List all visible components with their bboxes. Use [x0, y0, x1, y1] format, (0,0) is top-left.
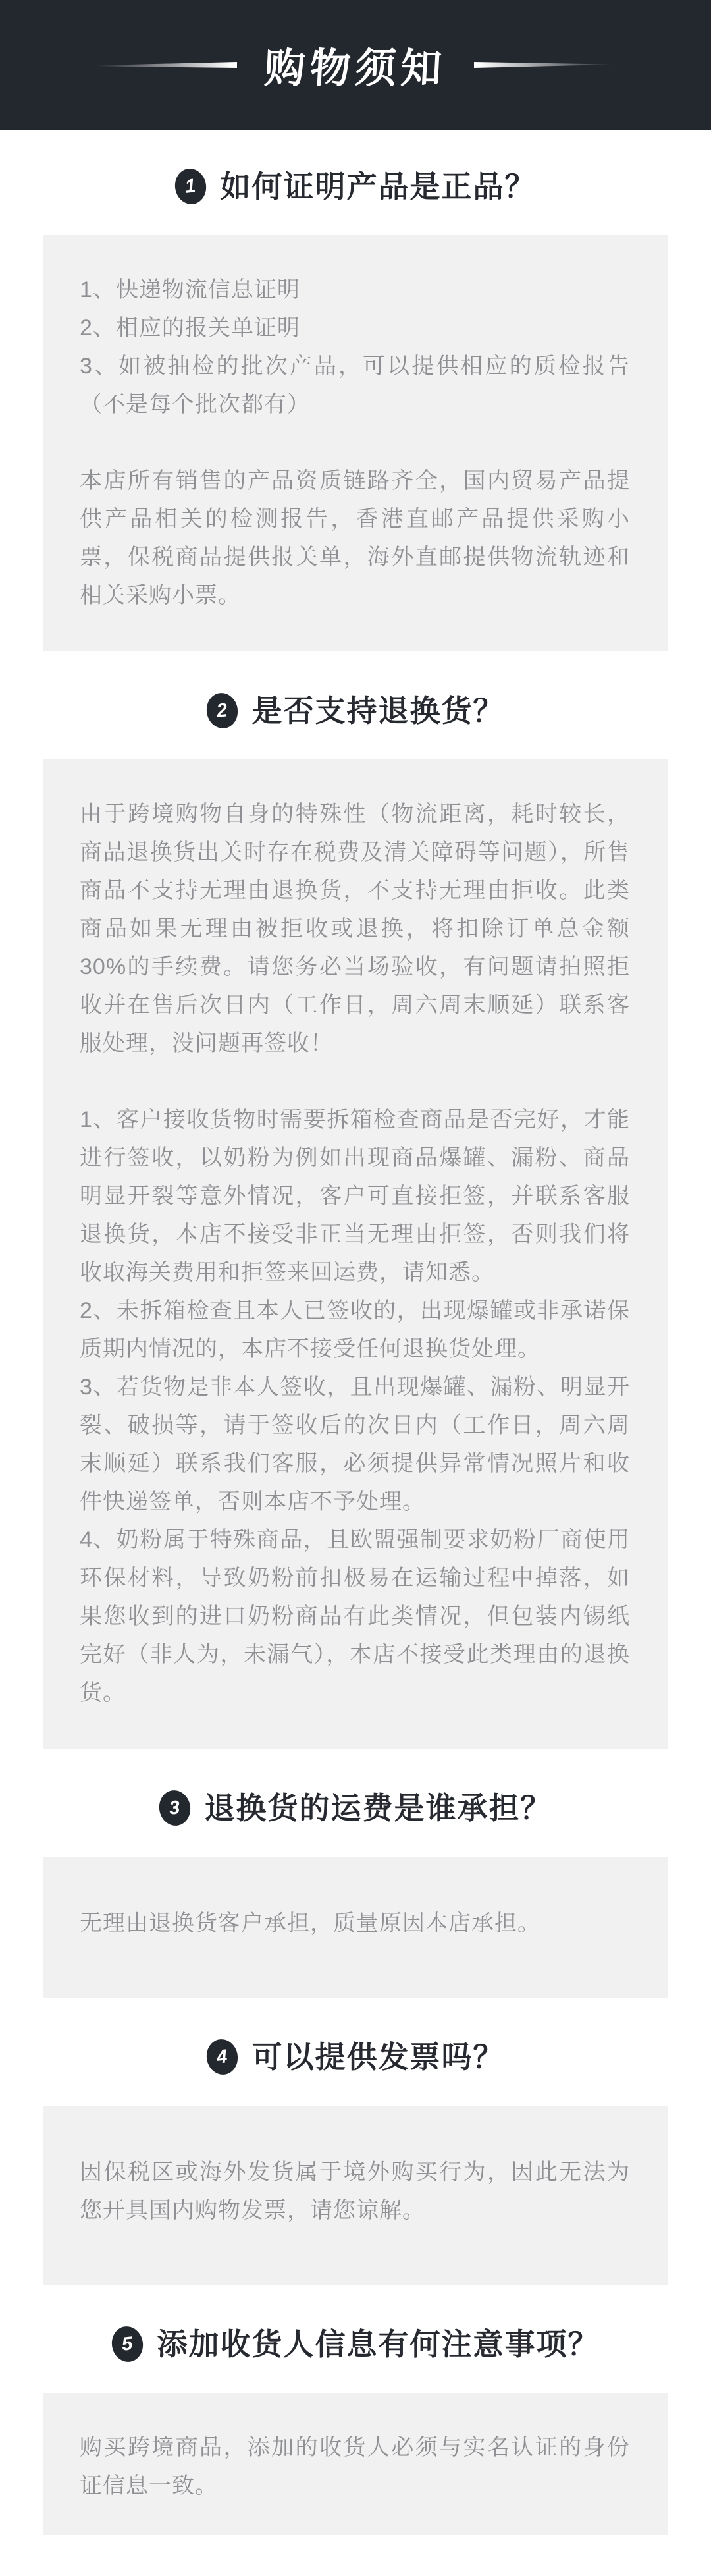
- section-heading-row: [26, 691, 685, 730]
- paragraph-block: [80, 2428, 630, 2505]
- section-returns-policy: [0, 691, 711, 1749]
- badge-number: 3: [168, 1796, 181, 1819]
- proof-list-block: [80, 271, 630, 424]
- rule-item: 1、客户接收货物时需要拆箱检查商品是否完好，才能进行签收，以奶粉为例如出现商品爆罐、漏粉、商品明显开裂等意外情况，客户可直接拒签，并联系客服退换货，本店不接受非正当无理由拒签，否则我们将收取海关费用和拒签来回运费，请知悉。: [80, 1107, 630, 1285]
- section-title: 添加收货人信息有何注意事项？: [157, 2327, 600, 2361]
- number-badge: [109, 2324, 145, 2364]
- header-decor-line-right: [474, 62, 616, 68]
- numbered-rules-block: [80, 1101, 630, 1712]
- page-title: 购物须知: [263, 46, 448, 92]
- section-title: 退换货的运费是谁承担？: [204, 1791, 552, 1825]
- section-title: 如何证明产品是正品？: [220, 169, 537, 204]
- number-badge: [156, 1788, 193, 1828]
- section-authenticity: [0, 167, 711, 651]
- paragraph: 由于跨境购物自身的特殊性（物流距离，耗时较长，商品退换货出关时存在税费及清关障碍等问题），所售商品不支持无理由退换货，不支持无理由拒收。此类商品如果无理由被拒收或退换，将扣除订单总金额30%的手续费。请您务必当场验收，有问题请拍照拒收并在售后次日内（工作日，周六周末顺延）联系客服处理，没问题再签收！: [80, 802, 630, 1056]
- paragraph: 无理由退换货客户承担，质量原因本店承担。: [80, 1911, 540, 1936]
- header-title-row: [95, 36, 616, 94]
- paragraph-block: [80, 2153, 630, 2230]
- number-badge: [172, 166, 209, 206]
- badge-number: 1: [184, 175, 197, 198]
- section-shipping-fee: [0, 1788, 711, 1998]
- paragraph-block: [80, 462, 630, 615]
- rule-item: 3、若货物是非本人签收，且出现爆罐、漏粉、明显开裂、破损等，请于签收后的次日内（工作日，周六周末顺延）联系我们客服，必须提供异常情况照片和收件快递签单，否则本店不予处理。: [80, 1375, 630, 1514]
- section-title: 是否支持退换货？: [251, 694, 505, 728]
- paragraph: 因保税区或海外发货属于境外购买行为，因此无法为您开具国内购物发票，请您谅解。: [80, 2160, 630, 2223]
- answer-card: [43, 2106, 668, 2285]
- paragraph-block: [80, 1904, 630, 1942]
- answer-card: [43, 1857, 668, 1998]
- section-heading-row: [26, 167, 685, 206]
- section-heading-row: [26, 1788, 685, 1828]
- number-badge: [203, 2037, 240, 2077]
- answer-card: [43, 2393, 668, 2535]
- paragraph-block: [80, 795, 630, 1062]
- list-item: 3、如被抽检的批次产品，可以提供相应的质检报告（不是每个批次都有）: [80, 354, 630, 417]
- list-item: 1、快递物流信息证明: [80, 277, 300, 302]
- rule-item: 4、奶粉属于特殊商品，且欧盟强制要求奶粉厂商使用环保材料，导致奶粉前扣极易在运输过程中掉落，如果您收到的进口奶粉商品有此类情况，但包装内锡纸完好（非人为，未漏气），本店不接受此类理由的退换货。: [80, 1527, 630, 1705]
- number-badge: [203, 690, 240, 730]
- section-recipient-info: [0, 2324, 711, 2535]
- badge-number: 5: [120, 2332, 134, 2355]
- paragraph: 购买跨境商品，添加的收货人必须与实名认证的身份证信息一致。: [80, 2435, 630, 2498]
- rule-item: 2、未拆箱检查且本人已签收的，出现爆罐或非承诺保质期内情况的，本店不接受任何退换货处理。: [80, 1298, 630, 1361]
- bottom-whitespace: [0, 2535, 711, 2576]
- answer-card: [43, 759, 668, 1749]
- section-title: 可以提供发票吗？: [251, 2040, 505, 2074]
- section-invoice: [0, 2037, 711, 2285]
- page-header: [0, 0, 711, 130]
- header-decor-line-left: [95, 62, 237, 68]
- badge-number: 4: [215, 2045, 228, 2068]
- badge-number: 2: [215, 699, 228, 722]
- section-heading-row: [26, 2037, 685, 2077]
- list-item: 2、相应的报关单证明: [80, 315, 300, 341]
- section-heading-row: [26, 2324, 685, 2364]
- paragraph: 本店所有销售的产品资质链路齐全，国内贸易产品提供产品相关的检测报告，香港直邮产品提供采购小票，保税商品提供报关单，海外直邮提供物流轨迹和相关采购小票。: [80, 468, 630, 608]
- answer-card: [43, 235, 668, 651]
